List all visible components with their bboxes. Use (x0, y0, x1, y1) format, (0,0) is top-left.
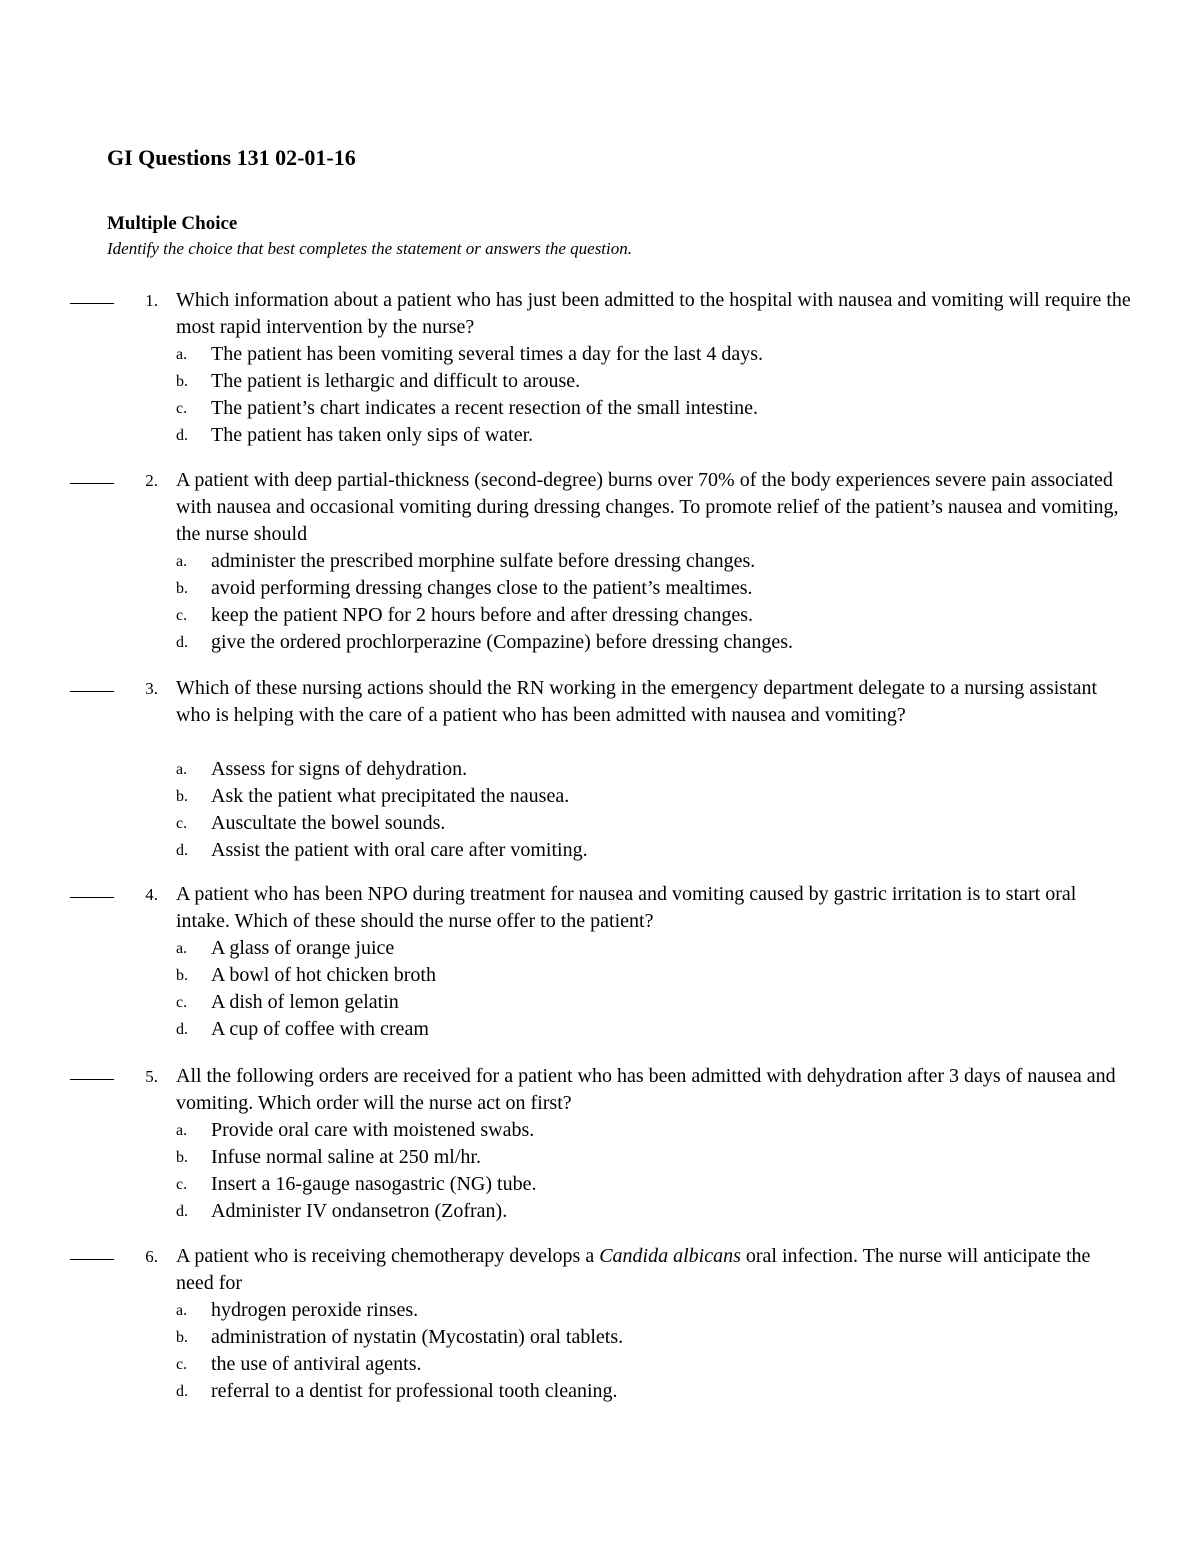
answer-options (0, 1117, 1200, 1225)
option-letter: a. (176, 761, 188, 778)
instructions: Identify the choice that best completes the statement or answers the question. (107, 239, 632, 258)
answer-option-d[interactable] (0, 422, 1200, 449)
option-letter: d. (176, 1383, 188, 1400)
option-text: give the ordered prochlorperazine (Compazine) before dressing changes. (211, 631, 793, 653)
stem-text: A patient with deep partial-thickness (second-degree) burns over 70% of the body experiences severe pain associated with nausea and occasional vomiting during dressing changes. To promote relief of the patient’s nausea and vomiting, the nurse should (176, 469, 1119, 545)
option-text: A dish of lemon gelatin (211, 991, 399, 1013)
option-text: hydrogen peroxide rinses. (211, 1299, 419, 1321)
question-number: 3. (145, 679, 158, 698)
option-text: avoid performing dressing changes close to the patient’s mealtimes. (211, 577, 753, 599)
stem-text: Which information about a patient who has just been admitted to the hospital with nausea and vomiting will require the most rapid intervention by the nurse? (176, 289, 1131, 338)
answer-blank[interactable] (70, 897, 114, 898)
option-text: Ask the patient what precipitated the nausea. (211, 785, 570, 807)
option-letter: a. (176, 1302, 188, 1319)
option-text: A bowl of hot chicken broth (211, 964, 436, 986)
question-number: 2. (145, 471, 158, 490)
stem-text: A patient who is receiving chemotherapy develops a (176, 1245, 600, 1267)
answer-option-b[interactable] (0, 1324, 1200, 1351)
question-stem (176, 467, 1131, 548)
answer-blank[interactable] (70, 483, 114, 484)
option-letter: d. (176, 634, 188, 651)
answer-options (0, 548, 1200, 656)
answer-blank[interactable] (70, 1079, 114, 1080)
answer-options (0, 935, 1200, 1043)
option-letter: c. (176, 815, 188, 832)
question-stem (176, 1063, 1131, 1117)
option-letter: b. (176, 967, 188, 984)
option-text: Auscultate the bowel sounds. (211, 812, 446, 834)
option-letter: c. (176, 400, 188, 417)
option-letter: b. (176, 788, 188, 805)
option-letter: d. (176, 427, 188, 444)
question-number: 6. (145, 1247, 158, 1266)
stem-text: Which of these nursing actions should the RN working in the emergency department delegate to a nursing assistant who is helping with the care of a patient who has been admitted with nausea and vomiting? (176, 677, 1098, 726)
answer-option-b[interactable] (0, 575, 1200, 602)
option-text: A glass of orange juice (211, 937, 395, 959)
answer-option-b[interactable] (0, 783, 1200, 810)
option-letter: c. (176, 1176, 188, 1193)
option-text: The patient has taken only sips of water. (211, 424, 534, 446)
option-text: Insert a 16-gauge nasogastric (NG) tube. (211, 1173, 537, 1195)
answer-option-a[interactable] (0, 548, 1200, 575)
option-text: The patient is lethargic and difficult to arouse. (211, 370, 581, 392)
answer-option-c[interactable] (0, 1351, 1200, 1378)
option-letter: c. (176, 994, 188, 1011)
answer-option-d[interactable] (0, 629, 1200, 656)
option-letter: c. (176, 1356, 188, 1373)
option-text: Administer IV ondansetron (Zofran). (211, 1200, 508, 1222)
answer-option-c[interactable] (0, 989, 1200, 1016)
stem-italic-text: Candida albicans (599, 1245, 741, 1267)
answer-blank[interactable] (70, 303, 114, 304)
option-letter: a. (176, 1122, 188, 1139)
answer-option-a[interactable] (0, 1297, 1200, 1324)
question-number: 5. (145, 1067, 158, 1086)
answer-options (0, 1297, 1200, 1405)
answer-option-d[interactable] (0, 837, 1200, 864)
option-letter: c. (176, 607, 188, 624)
option-letter: b. (176, 580, 188, 597)
answer-option-d[interactable] (0, 1378, 1200, 1405)
option-text: The patient’s chart indicates a recent resection of the small intestine. (211, 397, 759, 419)
stem-text: oral infection. The nurse will anticipate the need for (176, 1245, 1091, 1294)
option-letter: a. (176, 553, 188, 570)
answer-option-b[interactable] (0, 368, 1200, 395)
option-letter: b. (176, 1149, 188, 1166)
section-title: Multiple Choice (107, 213, 238, 234)
answer-option-a[interactable] (0, 341, 1200, 368)
option-letter: d. (176, 842, 188, 859)
option-text: the use of antiviral agents. (211, 1353, 422, 1375)
question-number: 4. (145, 885, 158, 904)
answer-option-c[interactable] (0, 602, 1200, 629)
question-stem (176, 881, 1131, 935)
option-text: The patient has been vomiting several times a day for the last 4 days. (211, 343, 764, 365)
option-text: A cup of coffee with cream (211, 1018, 429, 1040)
option-text: administration of nystatin (Mycostatin) oral tablets. (211, 1326, 624, 1348)
option-letter: d. (176, 1203, 188, 1220)
answer-option-a[interactable] (0, 935, 1200, 962)
question-stem (176, 675, 1131, 729)
option-text: Assess for signs of dehydration. (211, 758, 468, 780)
option-text: Assist the patient with oral care after vomiting. (211, 839, 588, 861)
stem-text: All the following orders are received for a patient who has been admitted with dehydration after 3 days of nausea and vomiting. Which order will the nurse act on first? (176, 1065, 1116, 1114)
question-stem (176, 287, 1131, 341)
document-title: GI Questions 131 02-01-16 (107, 145, 356, 170)
question-number: 1. (145, 291, 158, 310)
answer-option-a[interactable] (0, 756, 1200, 783)
answer-option-b[interactable] (0, 1144, 1200, 1171)
option-letter: b. (176, 373, 188, 390)
answer-options (0, 756, 1200, 864)
option-text: Infuse normal saline at 250 ml/hr. (211, 1146, 481, 1168)
option-letter: a. (176, 940, 188, 957)
answer-option-c[interactable] (0, 395, 1200, 422)
answer-option-a[interactable] (0, 1117, 1200, 1144)
answer-option-c[interactable] (0, 1171, 1200, 1198)
answer-option-c[interactable] (0, 810, 1200, 837)
question-stem (176, 1243, 1131, 1297)
option-text: Provide oral care with moistened swabs. (211, 1119, 535, 1141)
option-text: administer the prescribed morphine sulfate before dressing changes. (211, 550, 756, 572)
option-letter: d. (176, 1021, 188, 1038)
stem-text: A patient who has been NPO during treatment for nausea and vomiting caused by gastric irritation is to start oral intake. Which of these should the nurse offer to the patient? (176, 883, 1077, 932)
answer-option-d[interactable] (0, 1198, 1200, 1225)
answer-option-b[interactable] (0, 962, 1200, 989)
option-letter: b. (176, 1329, 188, 1346)
answer-options (0, 341, 1200, 449)
answer-blank[interactable] (70, 1259, 114, 1260)
option-text: keep the patient NPO for 2 hours before and after dressing changes. (211, 604, 754, 626)
option-letter: a. (176, 346, 188, 363)
option-text: referral to a dentist for professional tooth cleaning. (211, 1380, 618, 1402)
answer-blank[interactable] (70, 691, 114, 692)
answer-option-d[interactable] (0, 1016, 1200, 1043)
